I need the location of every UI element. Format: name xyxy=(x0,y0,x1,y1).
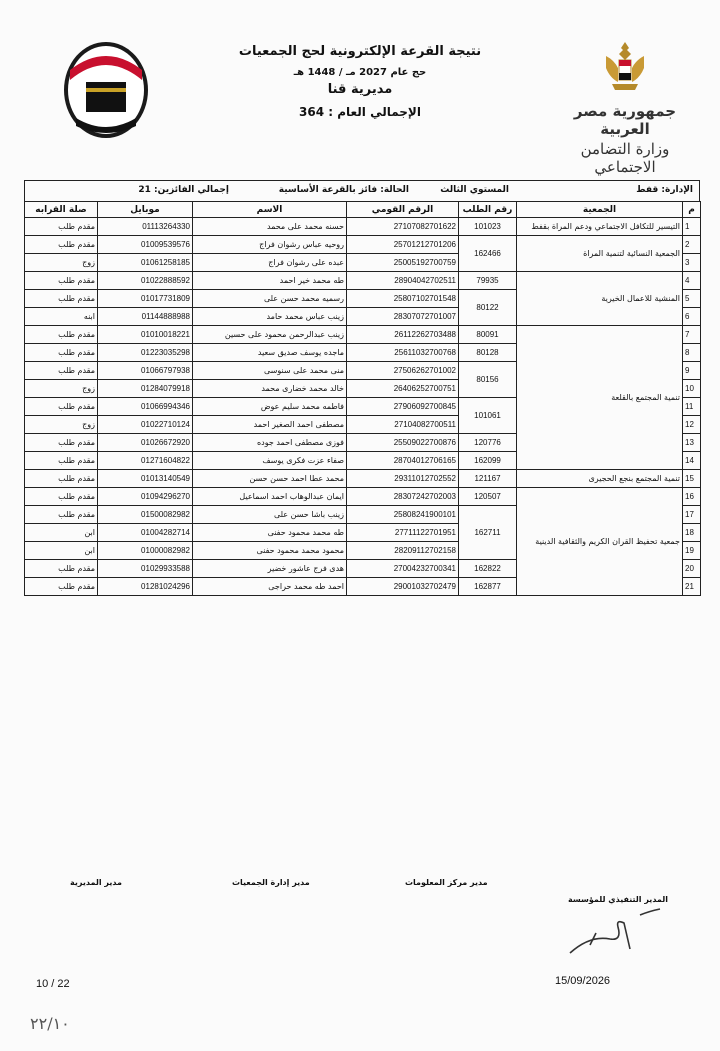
relation-cell: مقدم طلب xyxy=(25,398,98,416)
level-label: المستوي الثالث xyxy=(440,185,509,195)
table-row xyxy=(25,326,701,344)
mobile-cell: 01281024296 xyxy=(98,578,193,596)
name-cell: طه محمد خير احمد xyxy=(193,272,347,290)
request-cell: 80091 xyxy=(459,326,517,344)
mobile-cell: 01223035298 xyxy=(98,344,193,362)
info-center-manager-label: مدير مركز المعلومات xyxy=(405,878,488,887)
ministry-name: وزارة التضامن الاجتماعي xyxy=(580,140,670,176)
name-cell: احمد طه محمد حراجى xyxy=(193,578,347,596)
request-cell: 120776 xyxy=(459,434,517,452)
eagle-emblem-icon xyxy=(602,38,648,94)
col-index: م xyxy=(683,202,701,218)
row-index: 2 xyxy=(683,236,701,254)
row-index: 6 xyxy=(683,308,701,326)
row-index: 12 xyxy=(683,416,701,434)
row-index: 18 xyxy=(683,524,701,542)
mobile-cell: 01271604822 xyxy=(98,452,193,470)
mobile-cell: 01029933588 xyxy=(98,560,193,578)
row-index: 17 xyxy=(683,506,701,524)
request-cell: 162466 xyxy=(459,236,517,272)
relation-cell: مقدم طلب xyxy=(25,326,98,344)
national-id-cell: 27506262701002 xyxy=(347,362,459,380)
row-index: 10 xyxy=(683,380,701,398)
name-cell: زينب باشا حسن على xyxy=(193,506,347,524)
print-date: 15/09/2026 xyxy=(555,975,611,987)
request-cell: 120507 xyxy=(459,488,517,506)
mobile-cell: 01017731809 xyxy=(98,290,193,308)
mobile-cell: 01066797938 xyxy=(98,362,193,380)
name-cell: زينب عباس محمد حامد xyxy=(193,308,347,326)
document-title: نتيجة القرعة الإلكترونية لحج الجمعيات xyxy=(238,44,482,59)
relation-cell: مقدم طلب xyxy=(25,362,98,380)
hajj-year: حج عام 2027 مـ / 1448 هـ xyxy=(293,67,427,78)
grand-total: الإجمالي العام : 364 xyxy=(299,105,421,119)
directorate-name: مديرية قنا xyxy=(327,82,393,97)
relation-cell: مقدم طلب xyxy=(25,434,98,452)
name-cell: روحيه عباس رشوان فراج xyxy=(193,236,347,254)
row-index: 3 xyxy=(683,254,701,272)
mobile-cell: 01061258185 xyxy=(98,254,193,272)
national-id-cell: 25701212701206 xyxy=(347,236,459,254)
relation-cell: زوج xyxy=(25,254,98,272)
request-cell: 80128 xyxy=(459,344,517,362)
mobile-cell: 01010018221 xyxy=(98,326,193,344)
ministry-logo xyxy=(550,38,700,176)
row-index: 8 xyxy=(683,344,701,362)
name-cell: رسميه محمد حسن على xyxy=(193,290,347,308)
name-cell: ايمان عبدالوهاب احمد اسماعيل xyxy=(193,488,347,506)
document-header xyxy=(230,44,490,119)
national-id-cell: 25509022700876 xyxy=(347,434,459,452)
request-cell: 162099 xyxy=(459,452,517,470)
relation-cell: مقدم طلب xyxy=(25,488,98,506)
col-request: رقم الطلب xyxy=(459,202,517,218)
national-id-cell: 27906092700845 xyxy=(347,398,459,416)
national-id-cell: 26112262703488 xyxy=(347,326,459,344)
name-cell: منى محمد على سنوسى xyxy=(193,362,347,380)
row-index: 5 xyxy=(683,290,701,308)
mobile-cell: 01000082982 xyxy=(98,542,193,560)
national-id-cell: 29001032702479 xyxy=(347,578,459,596)
mobile-cell: 01004282714 xyxy=(98,524,193,542)
relation-cell: مقدم طلب xyxy=(25,578,98,596)
name-cell: خالد محمد خضارى محمد xyxy=(193,380,347,398)
relation-cell: مقدم طلب xyxy=(25,236,98,254)
row-index: 13 xyxy=(683,434,701,452)
request-cell: 162877 xyxy=(459,578,517,596)
national-id-cell: 27711122701951 xyxy=(347,524,459,542)
table-row xyxy=(25,218,701,236)
national-id-cell: 28307072701007 xyxy=(347,308,459,326)
association-cell: جمعية تحفيظ القران الكريم والثقافية الدينية xyxy=(517,488,683,596)
request-cell: 162822 xyxy=(459,560,517,578)
name-cell: ماجده يوسف صديق سعيد xyxy=(193,344,347,362)
mobile-cell: 01022888592 xyxy=(98,272,193,290)
national-id-cell: 29311012702552 xyxy=(347,470,459,488)
mobile-cell: 01500082982 xyxy=(98,506,193,524)
mobile-cell: 01022710124 xyxy=(98,416,193,434)
national-id-cell: 25611032700768 xyxy=(347,344,459,362)
winners-total: إجمالي الفائزين: 21 xyxy=(138,185,229,195)
national-id-cell: 25005192700759 xyxy=(347,254,459,272)
table-row xyxy=(25,470,701,488)
name-cell: زينب عبدالرحمن محمود على حسين xyxy=(193,326,347,344)
national-id-cell: 28209112702158 xyxy=(347,542,459,560)
associations-manager-label: مدير إدارة الجمعيات xyxy=(232,878,310,887)
request-cell: 162711 xyxy=(459,506,517,560)
table-row xyxy=(25,272,701,290)
association-cell: التيسير للتكافل الاجتماعي ودعم المراة بقفط xyxy=(517,218,683,236)
name-cell: محمود محمد محمود حفنى xyxy=(193,542,347,560)
hajj-association-logo-icon xyxy=(62,40,150,140)
national-id-cell: 28307242702003 xyxy=(347,488,459,506)
national-id-cell: 27107082701622 xyxy=(347,218,459,236)
request-cell: 80156 xyxy=(459,362,517,398)
name-cell: مصطفى احمد الصغير احمد xyxy=(193,416,347,434)
row-index: 4 xyxy=(683,272,701,290)
name-cell: طه محمد محمود حفنى xyxy=(193,524,347,542)
name-cell: حسنه محمد على محمد xyxy=(193,218,347,236)
table-header-row xyxy=(25,202,701,218)
row-index: 15 xyxy=(683,470,701,488)
association-cell: تنمية المجتمع بالقلعة xyxy=(517,326,683,470)
name-cell: صفاء عزت فكرى يوسف xyxy=(193,452,347,470)
request-cell: 79935 xyxy=(459,272,517,290)
col-relation: صلة القرابه xyxy=(25,202,98,218)
table-row xyxy=(25,236,701,254)
relation-cell: مقدم طلب xyxy=(25,452,98,470)
col-mobile: موبايل xyxy=(98,202,193,218)
executive-manager-label: المدير التنفيذي للمؤسسة xyxy=(568,895,669,904)
name-cell: عبده على رشوان فراج xyxy=(193,254,347,272)
row-index: 19 xyxy=(683,542,701,560)
national-id-cell: 28704012706165 xyxy=(347,452,459,470)
row-index: 11 xyxy=(683,398,701,416)
association-cell: تنمية المجتمع بنجع الحجيرى xyxy=(517,470,683,488)
page-number: 10 / 22 xyxy=(36,978,70,990)
table-row xyxy=(25,488,701,506)
name-cell: فاطمه محمد سليم عوض xyxy=(193,398,347,416)
national-id-cell: 27004232700341 xyxy=(347,560,459,578)
relation-cell: مقدم طلب xyxy=(25,470,98,488)
relation-cell: مقدم طلب xyxy=(25,272,98,290)
relation-cell: مقدم طلب xyxy=(25,344,98,362)
mobile-cell: 01009539576 xyxy=(98,236,193,254)
status-label: الحالة: فائز بالقرعة الأساسية xyxy=(278,185,409,195)
national-id-cell: 25807102701548 xyxy=(347,290,459,308)
handwritten-signature-icon xyxy=(560,905,670,965)
national-id-cell: 25808241900101 xyxy=(347,506,459,524)
national-id-cell: 28904042702511 xyxy=(347,272,459,290)
directorate-manager-label: مدير المديرية xyxy=(70,878,122,887)
relation-cell: مقدم طلب xyxy=(25,218,98,236)
relation-cell: ابنه xyxy=(25,308,98,326)
name-cell: هدى فرج عاشور خضير xyxy=(193,560,347,578)
relation-cell: مقدم طلب xyxy=(25,290,98,308)
request-cell: 101061 xyxy=(459,398,517,434)
col-association: الجمعية xyxy=(517,202,683,218)
relation-cell: مقدم طلب xyxy=(25,506,98,524)
col-national-id: الرقم القومي xyxy=(347,202,459,218)
request-cell: 101023 xyxy=(459,218,517,236)
mobile-cell: 01094296270 xyxy=(98,488,193,506)
administration-label: الإدارة: قفط xyxy=(636,185,693,195)
mobile-cell: 01113264330 xyxy=(98,218,193,236)
relation-cell: مقدم طلب xyxy=(25,560,98,578)
association-cell: الجمعية النسائية لتنمية المراة xyxy=(517,236,683,272)
request-cell: 121167 xyxy=(459,470,517,488)
name-cell: محمد عطا احمد حسن حسن xyxy=(193,470,347,488)
relation-cell: ابن xyxy=(25,542,98,560)
row-index: 14 xyxy=(683,452,701,470)
mobile-cell: 01013140549 xyxy=(98,470,193,488)
mobile-cell: 01284079918 xyxy=(98,380,193,398)
row-index: 7 xyxy=(683,326,701,344)
relation-cell: زوج xyxy=(25,380,98,398)
name-cell: فوزى مصطفى احمد جوده xyxy=(193,434,347,452)
mobile-cell: 01066994346 xyxy=(98,398,193,416)
row-index: 21 xyxy=(683,578,701,596)
col-name: الاسم xyxy=(193,202,347,218)
info-bar xyxy=(24,180,700,201)
relation-cell: ابن xyxy=(25,524,98,542)
request-cell: 80122 xyxy=(459,290,517,326)
winners-table xyxy=(24,201,701,596)
national-id-cell: 26406252700751 xyxy=(347,380,459,398)
relation-cell: زوج xyxy=(25,416,98,434)
row-index: 9 xyxy=(683,362,701,380)
mobile-cell: 01144888988 xyxy=(98,308,193,326)
handwritten-page-note: ٢٢/١٠ xyxy=(30,1014,70,1033)
association-cell: المنشية للاعمال الخيرية xyxy=(517,272,683,326)
row-index: 1 xyxy=(683,218,701,236)
row-index: 20 xyxy=(683,560,701,578)
national-id-cell: 27104082700511 xyxy=(347,416,459,434)
country-name: جمهورية مصر العربية xyxy=(573,102,677,138)
row-index: 16 xyxy=(683,488,701,506)
mobile-cell: 01026672920 xyxy=(98,434,193,452)
